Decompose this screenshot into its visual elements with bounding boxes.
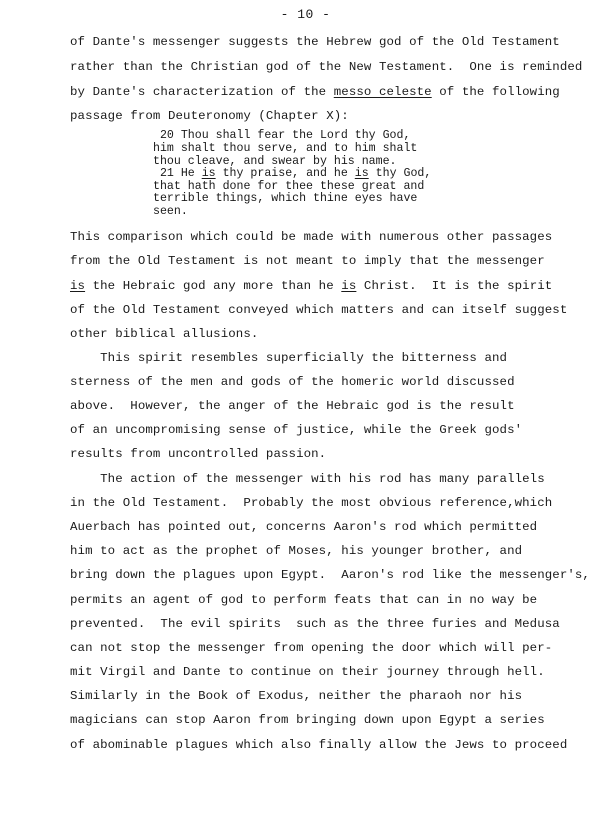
text-line: can not stop the messenger from opening the door which will per- [70, 641, 553, 655]
text-line: of Dante's messenger suggests the Hebrew god of the Old Testament [70, 35, 560, 49]
quote-line: thou cleave, and swear by his name. [153, 155, 397, 168]
page-number: - 10 - [280, 7, 331, 22]
underlined-term: is [201, 167, 216, 180]
underlined-term: is [70, 279, 86, 293]
quote-line: seen. [153, 205, 188, 218]
text-line: above. However, the anger of the Hebraic god is the result [70, 399, 515, 413]
underlined-term: is [341, 279, 357, 293]
text-line: other biblical allusions. [70, 327, 259, 341]
quote-line [153, 168, 431, 180]
text-segment: thy God, [368, 167, 432, 180]
text-line: Similarly in the Book of Exodus, neither the pharaoh nor his [70, 689, 523, 703]
text-line: of the Old Testament conveyed which matters and can itself suggest [70, 303, 568, 317]
text-line: of abominable plagues which also finally allow the Jews to proceed [70, 738, 568, 752]
text-line: permits an agent of god to perform feats that can in no way be [70, 593, 538, 607]
text-line: from the Old Testament is not meant to imply that the messenger [70, 254, 545, 268]
text-line [70, 280, 552, 292]
text-line: him to act as the prophet of Moses, his younger brother, and [70, 544, 523, 558]
text-segment: by Dante's characterization of the [70, 85, 334, 99]
text-line: This spirit resembles superficially the bitterness and [70, 351, 508, 365]
underlined-term: messo celeste [333, 85, 432, 99]
text-line: bring down the plagues upon Egypt. Aaron's rod like the messenger's, [70, 568, 590, 582]
text-line: rather than the Christian god of the New Testament. One is reminded [70, 60, 583, 74]
text-line: prevented. The evil spirits such as the three furies and Medusa [70, 617, 560, 631]
text-line: of an uncompromising sense of justice, while the Greek gods' [70, 423, 523, 437]
text-segment: Christ. It is the spirit [356, 279, 553, 293]
text-segment: thy praise, and he [215, 167, 355, 180]
text-line: in the Old Testament. Probably the most obvious reference,which [70, 496, 553, 510]
text-line: Auerbach has pointed out, concerns Aaron's rod which permitted [70, 520, 538, 534]
underlined-term: is [354, 167, 369, 180]
text-segment: of the following [431, 85, 560, 99]
text-line: results from uncontrolled passion. [70, 447, 327, 461]
text-segment: the Hebraic god any more than he [85, 279, 342, 293]
quote-line: terrible things, which thine eyes have [153, 192, 418, 205]
text-line: mit Virgil and Dante to continue on their journey through hell. [70, 665, 545, 679]
text-line: The action of the messenger with his rod has many parallels [70, 472, 545, 486]
quote-line: 20 Thou shall fear the Lord thy God, [153, 129, 411, 142]
quote-line: him shalt thou serve, and to him shalt [153, 142, 418, 155]
text-line: sterness of the men and gods of the homeric world discussed [70, 375, 515, 389]
quote-line: that hath done for thee these great and [153, 180, 425, 193]
text-line: This comparison which could be made with numerous other passages [70, 230, 553, 244]
text-line: passage from Deuteronomy (Chapter X): [70, 109, 349, 123]
text-line: magicians can stop Aaron from bringing down upon Egypt a series [70, 713, 545, 727]
text-line [70, 86, 560, 98]
text-segment: 21 He [153, 167, 202, 180]
